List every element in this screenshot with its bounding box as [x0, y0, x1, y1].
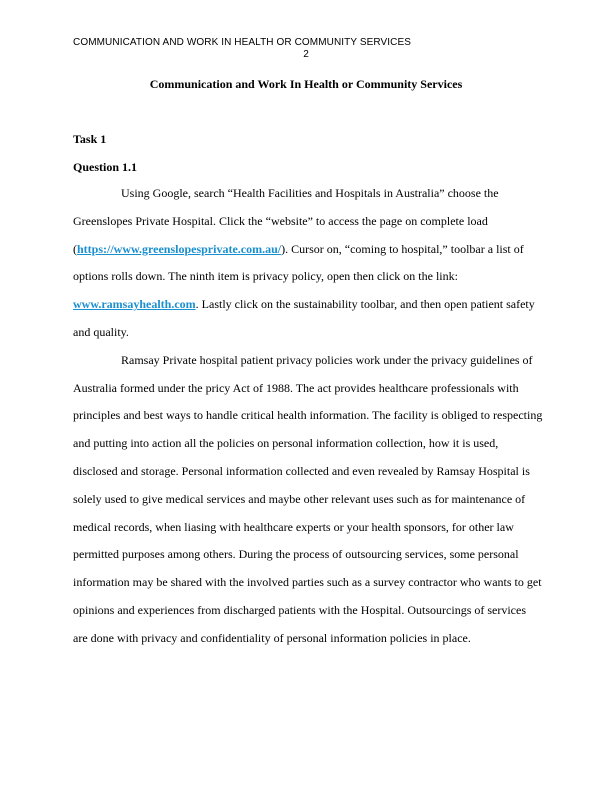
- running-head: COMMUNICATION AND WORK IN HEALTH OR COMMUNITY SERVICES: [73, 37, 412, 48]
- paragraph-privacy-policy: Ramsay Private hospital patient privacy policies work under the privacy guidelines of Australia formed under the pricy Act of 1988. The act provides healthcare professionals with principles and best ways to handle critical health information. The facility is obliged to respecting and putting into action all the policies on personal information collection, how it is used, disclosed and storage. Personal information collected and even revealed by Ramsay Hospital is solely used to give medical services and maybe other relevant uses such as for maintenance of medical records, when liasing with healthcare experts or your health sponsors, for other law permitted purposes among others. During the process of outsourcing services, some personal information may be shared with the involved parties such as a survey contractor who wants to get opinions and experiences from discharged patients with the Hospital. Outsourcings of services are done with privacy and confidentiality of personal information policies in place.: [73, 352, 543, 645]
- body-text: [73, 180, 543, 653]
- paragraph-text: ). Cursor on, “coming to hospital,” toolbar a list of options rolls down. The ninth item is privacy policy, open then click on the link:: [73, 241, 524, 284]
- ramsayhealth-link[interactable]: www.ramsayhealth.com: [73, 297, 196, 312]
- document-title: Communication and Work In Health or Community Services: [149, 77, 463, 91]
- paragraph-text: . Lastly click on the sustainability toolbar, and then open patient safety and quality.: [73, 297, 535, 339]
- question-heading: Question 1.1: [73, 160, 138, 174]
- greenslopes-link[interactable]: https://www.greenslopesprivate.com.au/: [77, 241, 282, 256]
- paragraph-text: Using Google, search “Health Facilities and Hospitals in Australia” choose the Greenslopes Private Hospital. Click the “website” to access the page on complete load (: [73, 186, 499, 256]
- paragraph-instructions: [73, 180, 543, 347]
- page-number: 2: [303, 49, 309, 60]
- task-heading: Task 1: [73, 132, 107, 146]
